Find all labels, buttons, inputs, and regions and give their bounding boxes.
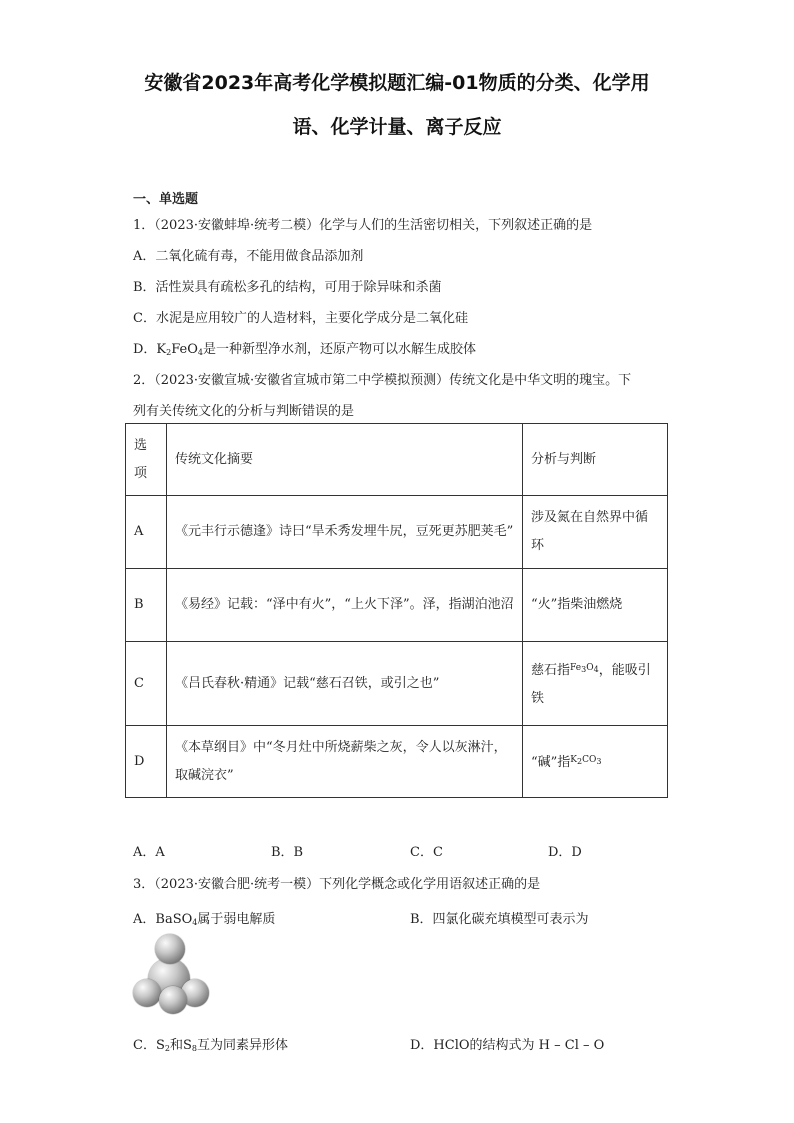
row-summary: 《本草纲目》中“冬月灶中所烧薪柴之灰，令人以灰淋汁，取碱浣衣”	[167, 726, 523, 798]
header-summary: 传统文化摘要	[167, 424, 523, 496]
q1-stem: 1．（2023·安徽蚌埠·统考二模）化学与人们的生活密切相关，下列叙述正确的是	[133, 218, 593, 233]
header-option: 选项	[126, 424, 167, 496]
q3-stem: 3．（2023·安徽合肥·统考一模）下列化学概念或化学用语叙述正确的是	[133, 877, 541, 892]
row-judgement: “碱”指$^{K_2CO_3}$	[523, 726, 668, 798]
q2-table	[125, 423, 668, 798]
ccl4-space-filling-model-image	[130, 934, 210, 1014]
q3-option-d: D．HClO的结构式为 H – Cl – O	[410, 1038, 605, 1053]
header-judgement: 分析与判断	[523, 424, 668, 496]
q3-option-a: A．BaSO$_4$属于弱电解质	[133, 912, 276, 927]
q2-choice-b: B．B	[271, 845, 304, 860]
row-judgement: 慈石指$^{Fe_3O_4}$，能吸引铁	[523, 642, 668, 726]
table-row	[126, 642, 668, 726]
document-title-line1: 安徽省2023年高考化学模拟题汇编-01物质的分类、化学用	[144, 72, 650, 94]
row-summary: 《元丰行示德逢》诗曰“旱禾秀发埋牛尻，豆死更苏肥荚毛”	[167, 496, 523, 569]
document-title-line2: 语、化学计量、离子反应	[292, 116, 502, 138]
table-row	[126, 726, 668, 798]
q2-stem-line2: 列有关传统文化的分析与判断错误的是	[133, 404, 355, 419]
q2-choice-d: D．D	[548, 845, 582, 860]
q1-option-c: C．水泥是应用较广的人造材料，主要化学成分是二氧化硅	[133, 311, 468, 326]
row-summary: 《吕氏春秋·精通》记载“慈石召铁，或引之也”	[167, 642, 523, 726]
q3-option-c: C．$S_2$和$S_8$互为同素异形体	[133, 1038, 288, 1053]
q3-option-b: B．四氯化碳充填模型可表示为	[410, 912, 589, 927]
q2-choice-a: A．A	[133, 845, 165, 860]
row-option: B	[126, 569, 167, 642]
q2-choice-c: C．C	[410, 845, 443, 860]
row-option: D	[126, 726, 167, 798]
row-option: C	[126, 642, 167, 726]
row-option: A	[126, 496, 167, 569]
q2-stem-line1: 2．（2023·安徽宣城·安徽省宣城市第二中学模拟预测）传统文化是中华文明的瑰宝。下	[133, 373, 632, 388]
row-judgement: “火”指柴油燃烧	[523, 569, 668, 642]
section-heading: 一、单选题	[133, 192, 199, 207]
q1-option-b: B．活性炭具有疏松多孔的结构，可用于除异味和杀菌	[133, 280, 442, 295]
table-header-row	[126, 424, 668, 496]
row-judgement: 涉及氮在自然界中循环	[523, 496, 668, 569]
table-row	[126, 569, 668, 642]
table-row	[126, 496, 668, 569]
row-summary: 《易经》记载：“泽中有火”，“上火下泽”。泽，指湖泊池沼	[167, 569, 523, 642]
q1-option-a: A．二氧化硫有毒，不能用做食品添加剂	[133, 249, 364, 264]
q1-option-d: D．$K_2FeO_4$是一种新型净水剂，还原产物可以水解生成胶体	[133, 342, 477, 357]
